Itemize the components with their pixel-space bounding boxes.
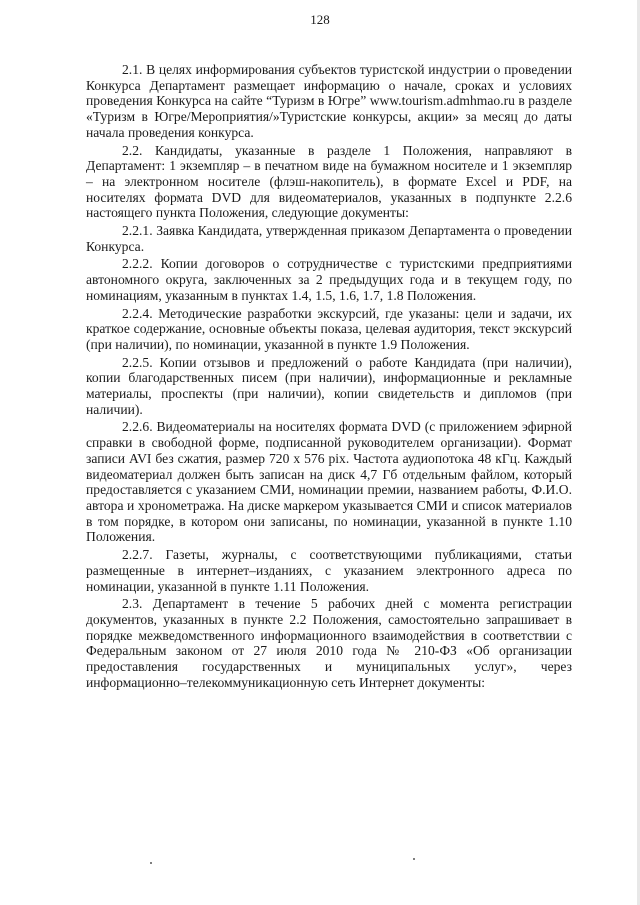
paragraph-2-1: 2.1. В целях информирования субъектов туристской индустрии о проведении Конкурса Департамент размещает информацию о начале, сроках и условиях проведения Конкурса на сайте “Туризм в Югре” www.tourism.admhmao.ru в разделе «Туризм в Югре/Мероприятия/»Туристские конкурсы, акции» за месяц до даты начала проведения конкурса.	[86, 62, 572, 140]
paragraph-2-2-2: 2.2.2. Копии договоров о сотрудничестве с туристскими предприятиями автономного округа, заключенных за 2 предыдущих года и в текущем году, по номинациям, указанным в пунктах 1.4, 1.5, 1.6, 1.7, 1.8 Положения.	[86, 256, 572, 303]
paragraph-2-2-4: 2.2.4. Методические разработки экскурсий, где указаны: цели и задачи, их краткое содержание, основные объекты показа, целевая аудитория, текст экскурсий (при наличии), по номинации, указанной в пункте 1.9 Положения.	[86, 305, 572, 352]
document-body	[86, 62, 572, 692]
paragraph-2-2: 2.2. Кандидаты, указанные в разделе 1 Положения, направляют в Департамент: 1 экземпляр – в печатном виде на бумажном носителе и 1 экземпляр – на электронном носителе (флэш-накопитель), в формате Excel и PDF, на носителях формата DVD для видеоматериалов, указанных в подпункте 2.2.6 настоящего пункта Положения, следующие документы:	[86, 142, 572, 221]
paragraph-2-2-6: 2.2.6. Видеоматериалы на носителях формата DVD (с приложением эфирной справки в свободной форме, подписанной руководителем организации). Формат записи AVI без сжатия, размер 720 x 576 pix. Частота аудиопотока 48 кГц. Каждый видеоматериал должен быть записан на диск 4,7 Гб отдельным файлом, который предоставляется с указанием СМИ, номинации премии, названием работы, Ф.И.О. автора и хронометража. На диске маркером указывается СМИ и список материалов в том порядке, в котором они записаны, по номинации, указанной в пункте 1.10 Положения.	[86, 419, 572, 545]
paragraph-2-2-5: 2.2.5. Копии отзывов и предложений о работе Кандидата (при наличии), копии благодарственных писем (при наличии), информационные и рекламные материалы, проспекты (при наличии), копии свидетельств и дипломов (при наличии).	[86, 354, 572, 417]
page-number: 128	[310, 12, 330, 27]
paragraph-2-3: 2.3. Департамент в течение 5 рабочих дней с момента регистрации документов, указанных в пункте 2.2 Положения, самостоятельно запрашивает в порядке межведомственного информационного взаимодействия в соответствии с Федеральным законом от 27 июля 2010 года № 210-ФЗ «Об организации предоставления государственных и муниципальных услуг», через информационно–телекоммуникационную сеть Интернет документы:	[86, 596, 572, 690]
paragraph-2-2-7: 2.2.7. Газеты, журналы, с соответствующими публикациями, статьи размещенные в интернет–изданиях, с указанием электронного адреса по номинации, указанной в пункте 1.11 Положения.	[86, 547, 572, 594]
scan-speck	[413, 858, 415, 860]
paragraph-2-2-1: 2.2.1. Заявка Кандидата, утвержденная приказом Департамента о проведении Конкурса.	[86, 223, 572, 254]
scan-speck	[150, 862, 152, 864]
